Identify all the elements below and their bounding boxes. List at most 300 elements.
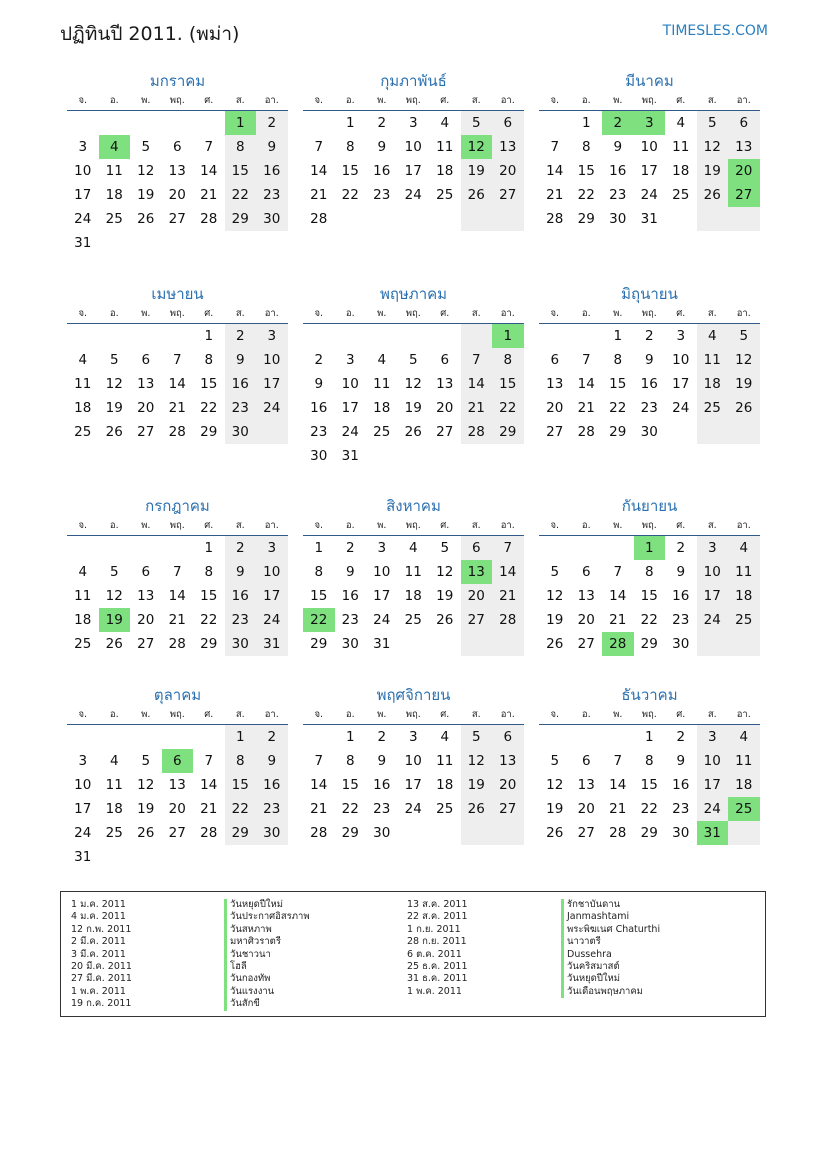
date-cell[interactable]: 16 [310,400,328,416]
date-cell[interactable]: 27 [546,424,564,440]
date-cell[interactable]: 26 [404,424,422,440]
date-cell[interactable]: 2 [377,115,387,131]
date-cell[interactable]: 3 [256,536,288,560]
date-cell[interactable]: 22 [577,187,595,203]
date-cell[interactable]: 10 [256,560,288,584]
date-cell[interactable]: 12 [436,564,454,580]
date-cell[interactable]: 17 [74,801,92,817]
date-cell[interactable]: 2 [345,540,355,556]
date-cell[interactable]: 27 [168,825,186,841]
date-cell[interactable]: 21 [200,801,218,817]
date-cell[interactable]: 28 [310,825,328,841]
date-cell[interactable]: 11 [672,139,690,155]
date-cell[interactable]: 16 [373,163,391,179]
date-cell[interactable]: 7 [314,753,324,769]
date-cell[interactable]: 3 [377,540,387,556]
date-cell[interactable]: 19 [697,159,729,183]
date-cell[interactable]: 27 [137,636,155,652]
date-cell[interactable]: 15 [640,588,658,604]
date-cell[interactable]: 21 [168,612,186,628]
date-cell[interactable]: 30 [310,448,328,464]
date-cell[interactable]: 13 [728,135,760,159]
date-cell[interactable]: 30 [640,424,658,440]
date-cell[interactable]: 5 [461,725,493,749]
date-cell[interactable]: 27 [168,211,186,227]
date-cell[interactable]: 10 [74,777,92,793]
date-cell[interactable]: 24 [74,211,92,227]
date-cell[interactable]: 2 [314,352,324,368]
date-cell[interactable]: 18 [373,400,391,416]
date-cell[interactable]: 10 [697,560,729,584]
holiday-date-cell[interactable]: 25 [728,797,760,821]
date-cell[interactable]: 5 [109,564,119,580]
date-cell[interactable]: 19 [137,801,155,817]
date-cell[interactable]: 21 [577,400,595,416]
date-cell[interactable]: 22 [225,183,257,207]
date-cell[interactable]: 23 [373,801,391,817]
date-cell[interactable]: 7 [314,139,324,155]
date-cell[interactable]: 22 [341,187,359,203]
date-cell[interactable]: 8 [644,753,654,769]
date-cell[interactable]: 18 [105,187,123,203]
date-cell[interactable]: 7 [613,753,623,769]
date-cell[interactable]: 3 [408,115,418,131]
holiday-date-cell[interactable]: 19 [99,608,131,632]
date-cell[interactable]: 16 [640,376,658,392]
date-cell[interactable]: 20 [492,773,524,797]
date-cell[interactable]: 4 [440,729,450,745]
date-cell[interactable]: 15 [609,376,627,392]
date-cell[interactable]: 23 [672,801,690,817]
date-cell[interactable]: 12 [105,376,123,392]
date-cell[interactable]: 14 [200,163,218,179]
date-cell[interactable]: 17 [640,163,658,179]
date-cell[interactable]: 18 [404,588,422,604]
date-cell[interactable]: 5 [141,139,151,155]
date-cell[interactable]: 29 [640,636,658,652]
date-cell[interactable]: 7 [172,564,182,580]
date-cell[interactable]: 10 [74,163,92,179]
date-cell[interactable]: 24 [74,825,92,841]
date-cell[interactable]: 11 [404,564,422,580]
date-cell[interactable]: 18 [436,163,454,179]
date-cell[interactable]: 9 [225,348,257,372]
date-cell[interactable]: 6 [461,536,493,560]
date-cell[interactable]: 31 [341,448,359,464]
date-cell[interactable]: 30 [256,207,288,231]
date-cell[interactable]: 15 [200,376,218,392]
date-cell[interactable]: 30 [672,825,690,841]
date-cell[interactable]: 8 [345,753,355,769]
date-cell[interactable]: 29 [310,636,328,652]
date-cell[interactable]: 18 [697,372,729,396]
date-cell[interactable]: 4 [440,115,450,131]
date-cell[interactable]: 25 [697,396,729,420]
date-cell[interactable]: 4 [728,536,760,560]
date-cell[interactable]: 27 [137,424,155,440]
date-cell[interactable]: 27 [577,825,595,841]
date-cell[interactable]: 23 [225,608,257,632]
date-cell[interactable]: 23 [310,424,328,440]
date-cell[interactable]: 9 [314,376,324,392]
date-cell[interactable]: 28 [168,424,186,440]
date-cell[interactable]: 20 [546,400,564,416]
date-cell[interactable]: 20 [168,187,186,203]
holiday-date-cell[interactable]: 3 [634,111,666,135]
date-cell[interactable]: 3 [345,352,355,368]
date-cell[interactable]: 2 [225,536,257,560]
date-cell[interactable]: 25 [74,636,92,652]
date-cell[interactable]: 7 [461,348,493,372]
date-cell[interactable]: 9 [256,135,288,159]
date-cell[interactable]: 23 [609,187,627,203]
date-cell[interactable]: 26 [436,612,454,628]
date-cell[interactable]: 18 [672,163,690,179]
holiday-date-cell[interactable]: 13 [461,560,493,584]
date-cell[interactable]: 19 [105,400,123,416]
date-cell[interactable]: 8 [644,564,654,580]
date-cell[interactable]: 22 [225,797,257,821]
date-cell[interactable]: 8 [314,564,324,580]
date-cell[interactable]: 2 [644,328,654,344]
date-cell[interactable]: 30 [609,211,627,227]
date-cell[interactable]: 23 [672,612,690,628]
date-cell[interactable]: 12 [105,588,123,604]
date-cell[interactable]: 28 [546,211,564,227]
date-cell[interactable]: 29 [640,825,658,841]
date-cell[interactable]: 30 [373,825,391,841]
date-cell[interactable]: 19 [461,159,493,183]
date-cell[interactable]: 24 [404,801,422,817]
date-cell[interactable]: 11 [105,163,123,179]
date-cell[interactable]: 21 [200,187,218,203]
date-cell[interactable]: 22 [200,612,218,628]
date-cell[interactable]: 9 [377,753,387,769]
date-cell[interactable]: 9 [377,139,387,155]
date-cell[interactable]: 11 [697,348,729,372]
date-cell[interactable]: 1 [225,725,257,749]
date-cell[interactable]: 14 [310,777,328,793]
date-cell[interactable]: 27 [492,183,524,207]
date-cell[interactable]: 3 [697,725,729,749]
date-cell[interactable]: 2 [225,324,257,348]
date-cell[interactable]: 18 [74,612,92,628]
date-cell[interactable]: 26 [546,636,564,652]
date-cell[interactable]: 21 [609,801,627,817]
date-cell[interactable]: 26 [137,211,155,227]
date-cell[interactable]: 17 [697,773,729,797]
date-cell[interactable]: 12 [461,749,493,773]
date-cell[interactable]: 28 [168,636,186,652]
date-cell[interactable]: 29 [492,420,524,444]
date-cell[interactable]: 13 [492,749,524,773]
date-cell[interactable]: 1 [345,729,355,745]
date-cell[interactable]: 24 [672,400,690,416]
date-cell[interactable]: 23 [256,183,288,207]
date-cell[interactable]: 28 [609,825,627,841]
date-cell[interactable]: 31 [373,636,391,652]
date-cell[interactable]: 11 [436,753,454,769]
date-cell[interactable]: 20 [137,400,155,416]
date-cell[interactable]: 5 [109,352,119,368]
date-cell[interactable]: 30 [225,420,257,444]
date-cell[interactable]: 29 [341,825,359,841]
date-cell[interactable]: 26 [137,825,155,841]
date-cell[interactable]: 16 [256,159,288,183]
holiday-date-cell[interactable]: 2 [602,111,634,135]
holiday-date-cell[interactable]: 6 [162,749,194,773]
date-cell[interactable]: 31 [74,235,92,251]
date-cell[interactable]: 3 [256,324,288,348]
date-cell[interactable]: 25 [105,825,123,841]
date-cell[interactable]: 12 [697,135,729,159]
date-cell[interactable]: 12 [546,777,564,793]
date-cell[interactable]: 7 [204,139,214,155]
date-cell[interactable]: 11 [436,139,454,155]
date-cell[interactable]: 16 [225,372,257,396]
date-cell[interactable]: 25 [436,801,454,817]
date-cell[interactable]: 20 [492,159,524,183]
date-cell[interactable]: 6 [492,725,524,749]
date-cell[interactable]: 17 [404,777,422,793]
date-cell[interactable]: 15 [577,163,595,179]
holiday-date-cell[interactable]: 28 [602,632,634,656]
date-cell[interactable]: 27 [492,797,524,821]
date-cell[interactable]: 25 [404,612,422,628]
date-cell[interactable]: 24 [697,797,729,821]
date-cell[interactable]: 19 [728,372,760,396]
date-cell[interactable]: 16 [672,777,690,793]
date-cell[interactable]: 8 [581,139,591,155]
date-cell[interactable]: 14 [492,560,524,584]
holiday-date-cell[interactable]: 31 [697,821,729,845]
date-cell[interactable]: 1 [204,328,214,344]
date-cell[interactable]: 19 [436,588,454,604]
date-cell[interactable]: 13 [577,777,595,793]
date-cell[interactable]: 5 [550,564,560,580]
date-cell[interactable]: 5 [408,352,418,368]
date-cell[interactable]: 16 [341,588,359,604]
date-cell[interactable]: 13 [137,376,155,392]
date-cell[interactable]: 24 [373,612,391,628]
brand-link[interactable]: TIMESLES.COM [662,23,768,39]
date-cell[interactable]: 1 [613,328,623,344]
date-cell[interactable]: 13 [546,376,564,392]
date-cell[interactable]: 27 [461,608,493,632]
date-cell[interactable]: 9 [644,352,654,368]
date-cell[interactable]: 14 [609,588,627,604]
date-cell[interactable]: 5 [461,111,493,135]
date-cell[interactable]: 18 [105,801,123,817]
date-cell[interactable]: 31 [256,632,288,656]
date-cell[interactable]: 20 [577,801,595,817]
date-cell[interactable]: 23 [341,612,359,628]
date-cell[interactable]: 19 [137,187,155,203]
date-cell[interactable]: 31 [640,211,658,227]
date-cell[interactable]: 12 [546,588,564,604]
date-cell[interactable]: 25 [373,424,391,440]
date-cell[interactable]: 2 [676,729,686,745]
date-cell[interactable]: 9 [676,753,686,769]
date-cell[interactable]: 29 [200,636,218,652]
date-cell[interactable]: 27 [577,636,595,652]
date-cell[interactable]: 23 [373,187,391,203]
date-cell[interactable]: 5 [697,111,729,135]
date-cell[interactable]: 2 [256,111,288,135]
date-cell[interactable]: 14 [168,588,186,604]
date-cell[interactable]: 13 [577,588,595,604]
date-cell[interactable]: 19 [461,773,493,797]
date-cell[interactable]: 15 [225,159,257,183]
date-cell[interactable]: 25 [436,187,454,203]
date-cell[interactable]: 29 [225,207,257,231]
date-cell[interactable]: 24 [256,608,288,632]
date-cell[interactable]: 7 [204,753,214,769]
date-cell[interactable]: 17 [256,584,288,608]
date-cell[interactable]: 4 [697,324,729,348]
date-cell[interactable]: 6 [728,111,760,135]
date-cell[interactable]: 6 [581,753,591,769]
date-cell[interactable]: 16 [672,588,690,604]
date-cell[interactable]: 7 [613,564,623,580]
date-cell[interactable]: 21 [546,187,564,203]
date-cell[interactable]: 15 [200,588,218,604]
date-cell[interactable]: 1 [581,115,591,131]
holiday-date-cell[interactable]: 22 [303,608,335,632]
date-cell[interactable]: 8 [225,749,257,773]
date-cell[interactable]: 14 [168,376,186,392]
date-cell[interactable]: 3 [697,536,729,560]
date-cell[interactable]: 22 [492,396,524,420]
date-cell[interactable]: 10 [404,753,422,769]
date-cell[interactable]: 9 [225,560,257,584]
date-cell[interactable]: 19 [404,400,422,416]
date-cell[interactable]: 3 [78,139,88,155]
date-cell[interactable]: 20 [461,584,493,608]
date-cell[interactable]: 3 [676,328,686,344]
date-cell[interactable]: 17 [697,584,729,608]
date-cell[interactable]: 15 [492,372,524,396]
date-cell[interactable]: 4 [676,115,686,131]
date-cell[interactable]: 22 [640,801,658,817]
date-cell[interactable]: 28 [200,211,218,227]
date-cell[interactable]: 13 [492,135,524,159]
date-cell[interactable]: 8 [345,139,355,155]
date-cell[interactable]: 2 [256,725,288,749]
date-cell[interactable]: 8 [204,564,214,580]
date-cell[interactable]: 25 [105,211,123,227]
date-cell[interactable]: 15 [341,777,359,793]
date-cell[interactable]: 20 [577,612,595,628]
date-cell[interactable]: 15 [310,588,328,604]
date-cell[interactable]: 24 [256,396,288,420]
date-cell[interactable]: 11 [105,777,123,793]
holiday-date-cell[interactable]: 4 [99,135,131,159]
date-cell[interactable]: 14 [577,376,595,392]
date-cell[interactable]: 1 [345,115,355,131]
date-cell[interactable]: 9 [345,564,355,580]
date-cell[interactable]: 22 [609,400,627,416]
date-cell[interactable]: 18 [728,773,760,797]
date-cell[interactable]: 7 [550,139,560,155]
date-cell[interactable]: 10 [697,749,729,773]
date-cell[interactable]: 3 [408,729,418,745]
date-cell[interactable]: 30 [225,632,257,656]
holiday-date-cell[interactable]: 1 [225,111,257,135]
date-cell[interactable]: 14 [200,777,218,793]
date-cell[interactable]: 26 [105,636,123,652]
date-cell[interactable]: 14 [546,163,564,179]
date-cell[interactable]: 30 [672,636,690,652]
date-cell[interactable]: 24 [404,187,422,203]
date-cell[interactable]: 10 [640,139,658,155]
date-cell[interactable]: 21 [461,396,493,420]
date-cell[interactable]: 20 [436,400,454,416]
date-cell[interactable]: 5 [440,540,450,556]
date-cell[interactable]: 12 [137,777,155,793]
date-cell[interactable]: 11 [373,376,391,392]
date-cell[interactable]: 29 [225,821,257,845]
holiday-date-cell[interactable]: 1 [492,324,524,348]
date-cell[interactable]: 12 [728,348,760,372]
date-cell[interactable]: 7 [581,352,591,368]
date-cell[interactable]: 30 [256,821,288,845]
date-cell[interactable]: 6 [492,111,524,135]
date-cell[interactable]: 15 [341,163,359,179]
date-cell[interactable]: 29 [609,424,627,440]
date-cell[interactable]: 10 [672,352,690,368]
date-cell[interactable]: 16 [225,584,257,608]
date-cell[interactable]: 9 [613,139,623,155]
date-cell[interactable]: 4 [109,753,119,769]
date-cell[interactable]: 16 [256,773,288,797]
date-cell[interactable]: 29 [200,424,218,440]
date-cell[interactable]: 14 [461,372,493,396]
date-cell[interactable]: 6 [581,564,591,580]
date-cell[interactable]: 26 [697,183,729,207]
date-cell[interactable]: 8 [613,352,623,368]
date-cell[interactable]: 8 [204,352,214,368]
date-cell[interactable]: 1 [314,540,324,556]
holiday-date-cell[interactable]: 20 [728,159,760,183]
date-cell[interactable]: 4 [377,352,387,368]
date-cell[interactable]: 8 [225,135,257,159]
date-cell[interactable]: 15 [225,773,257,797]
date-cell[interactable]: 6 [172,139,182,155]
date-cell[interactable]: 26 [728,396,760,420]
date-cell[interactable]: 11 [728,749,760,773]
date-cell[interactable]: 26 [461,797,493,821]
date-cell[interactable]: 1 [644,729,654,745]
date-cell[interactable]: 10 [256,348,288,372]
date-cell[interactable]: 2 [676,540,686,556]
date-cell[interactable]: 13 [137,588,155,604]
date-cell[interactable]: 18 [436,777,454,793]
date-cell[interactable]: 25 [74,424,92,440]
date-cell[interactable]: 5 [728,324,760,348]
date-cell[interactable]: 18 [728,584,760,608]
date-cell[interactable]: 14 [609,777,627,793]
date-cell[interactable]: 12 [404,376,422,392]
date-cell[interactable]: 17 [341,400,359,416]
date-cell[interactable]: 11 [728,560,760,584]
date-cell[interactable]: 3 [78,753,88,769]
date-cell[interactable]: 27 [436,424,454,440]
date-cell[interactable]: 19 [546,612,564,628]
holiday-date-cell[interactable]: 1 [634,536,666,560]
date-cell[interactable]: 17 [256,372,288,396]
date-cell[interactable]: 14 [310,163,328,179]
